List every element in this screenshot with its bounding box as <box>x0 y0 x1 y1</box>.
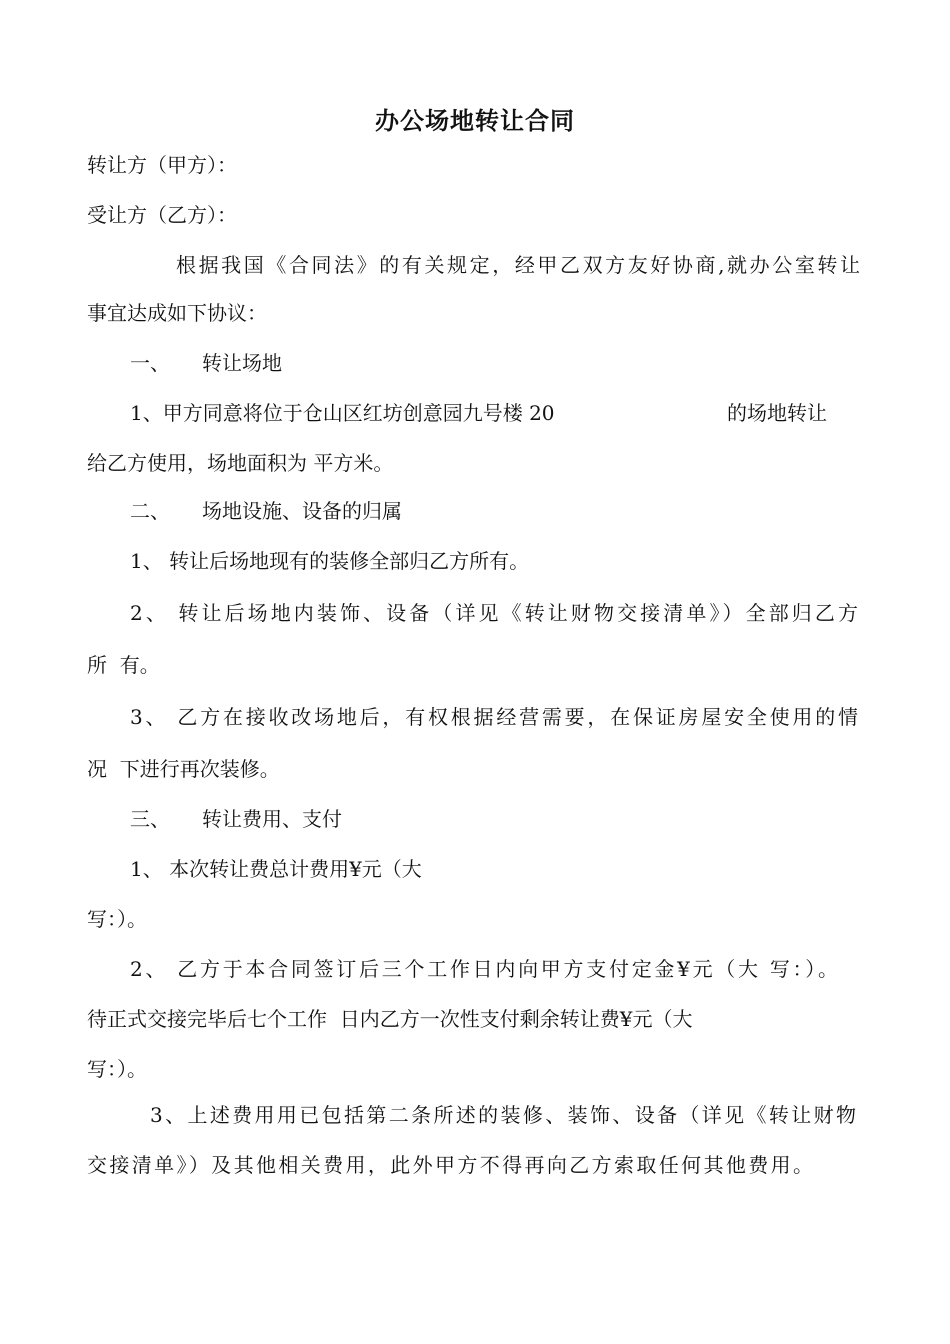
s2-item1: 1、 转让后场地现有的装修全部归乙方所有。 <box>130 549 530 573</box>
s1-item1-line1-a: 1、甲方同意将位于仓山区红坊创意园九号楼 20 <box>130 401 555 425</box>
intro-line-2: 事宜达成如下协议： <box>87 301 267 325</box>
s3-item3-line1: 3、上述费用用已包括第二条所述的装修、装饰、设备（详见《转让财物 <box>150 1103 856 1127</box>
s1-item1-line1-b: 的场地转让 <box>727 401 827 425</box>
s2-item2-line2: 所 有。 <box>87 653 160 677</box>
page-title: 办公场地转让合同 <box>375 106 575 135</box>
section-3-number: 三、 <box>130 807 170 831</box>
s3-item2-line3: 写：）。 <box>87 1057 147 1081</box>
transferor-label: 转让方（甲方）： <box>87 153 237 177</box>
s3-item1-line2: 写：）。 <box>87 907 147 931</box>
intro-line-1: 根据我国《合同法》的有关规定，经甲乙双方友好协商,就办公室转让 <box>176 253 860 277</box>
section-3-title: 转让费用、支付 <box>202 807 342 831</box>
s3-item2-line1: 2、 乙方于本合同签订后三个工作日内向甲方支付定金¥元（大 写：）。 <box>130 957 838 981</box>
section-1-number: 一、 <box>130 351 170 375</box>
section-1-title: 转让场地 <box>202 351 282 375</box>
s1-item1-line2: 给乙方使用，场地面积为 平方米。 <box>87 451 394 475</box>
s2-item2-line1: 2、 转让后场地内装饰、设备（详见《转让财物交接清单》）全部归乙方 <box>130 601 858 625</box>
s2-item3-line2: 况 下进行再次装修。 <box>87 757 280 781</box>
s3-item2-line2: 待正式交接完毕后七个工作 日内乙方一次性支付剩余转让费¥元（大 <box>87 1007 693 1031</box>
s2-item3-line1: 3、 乙方在接收改场地后，有权根据经营需要，在保证房屋安全使用的情 <box>130 705 858 729</box>
s3-item3-line2: 交接清单》）及其他相关费用，此外甲方不得再向乙方索取任何其他费用。 <box>87 1153 813 1177</box>
section-2-number: 二、 <box>130 499 170 523</box>
transferee-label: 受让方（乙方）： <box>87 203 237 227</box>
s3-item1-line1: 1、 本次转让费总计费用¥元（大 <box>130 857 422 881</box>
section-2-title: 场地设施、设备的归属 <box>202 499 402 523</box>
